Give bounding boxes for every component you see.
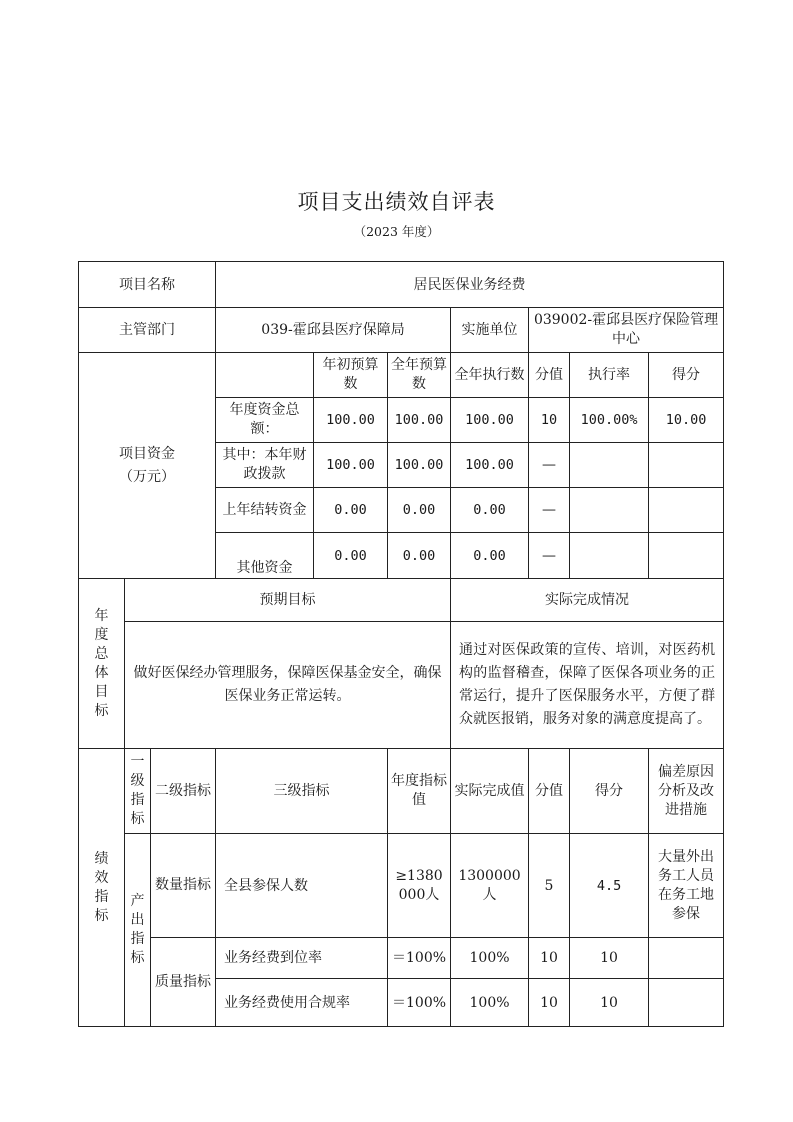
funds-row-label: 其中：本年财政拨款 [216,443,314,488]
funds-cell [649,533,724,579]
score-header: 得分 [570,749,649,834]
funds-section-text: 项目资金（万元） [119,445,175,485]
level1-header [125,749,151,834]
reason-header: 偏差原因分析及改进措施 [649,749,724,834]
expected-header: 预期目标 [125,579,451,622]
unit-value: 039002-霍邱县医疗保险管理中心 [529,308,724,353]
quality-actual: 100% [451,938,529,979]
funds-cell: 100.00 [388,398,451,443]
funds-header-score-value: 分值 [529,353,570,398]
level3-header: 三级指标 [216,749,388,834]
funds-cell [649,443,724,488]
quality-reason [649,979,724,1027]
quantity-reason: 大量外出务工人员在务工地参保 [649,834,724,938]
funds-cell [570,488,649,533]
funds-cell: 100.00 [314,443,388,488]
funds-cell: 0.00 [388,533,451,579]
quality-reason [649,938,724,979]
quality-level3: 业务经费使用合规率 [216,979,388,1027]
quality-score-value: 10 [529,979,570,1027]
target-header: 年度指标值 [388,749,451,834]
dept-value: 039-霍邱县医疗保障局 [216,308,451,353]
level2-header: 二级指标 [151,749,216,834]
funds-cell: 100.00 [388,443,451,488]
level1-value [125,834,151,1027]
funds-row-label: 年度资金总额： [216,398,314,443]
level1-value-text: 产出指标 [130,893,145,966]
performance-table [78,261,724,1027]
quantity-actual: 1300000人 [451,834,529,938]
funds-header-executed: 全年执行数 [451,353,529,398]
funds-section-label [79,353,216,579]
quantity-level3: 全县参保人数 [216,834,388,938]
funds-cell [570,533,649,579]
quantity-score-value: 5 [529,834,570,938]
funds-cell [570,443,649,488]
score-value-header: 分值 [529,749,570,834]
funds-cell: 0.00 [388,488,451,533]
funds-cell: 10 [529,398,570,443]
funds-header-rate: 执行率 [570,353,649,398]
funds-header-blank [216,353,314,398]
dept-label: 主管部门 [79,308,216,353]
funds-cell: — [529,443,570,488]
quality-target: ＝100% [388,938,451,979]
actual-header: 实际完成情况 [451,579,724,622]
project-name-label: 项目名称 [79,262,216,308]
funds-cell: 10.00 [649,398,724,443]
funds-cell: 100.00 [451,443,529,488]
unit-label: 实施单位 [451,308,529,353]
funds-cell: 0.00 [314,533,388,579]
page-subtitle: （2023 年度） [353,224,440,239]
funds-cell: — [529,488,570,533]
quality-level2: 质量指标 [151,938,216,1027]
quantity-target: ≥1380000人 [388,834,451,938]
funds-cell: 100.00 [314,398,388,443]
quality-level3: 业务经费到位率 [216,938,388,979]
page-title: 项目支出绩效自评表 [297,190,496,214]
funds-header-initial: 年初预算数 [314,353,388,398]
funds-cell: 0.00 [451,488,529,533]
actual-value-header: 实际完成值 [451,749,529,834]
funds-cell: 100.00 [451,398,529,443]
funds-header-annual: 全年预算数 [388,353,451,398]
indicators-section-text: 绩效指标 [94,850,109,924]
quality-target: ＝100% [388,979,451,1027]
actual-text: 通过对医保政策的宣传、培训，对医药机构的监督稽查，保障了医保各项业务的正常运行，提升了医保服务水平，方便了群众就医报销，服务对象的满意度提高了。 [451,622,724,749]
indicators-section-label [79,749,125,1027]
funds-cell: — [529,533,570,579]
quality-actual: 100% [451,979,529,1027]
quantity-score: 4.5 [570,834,649,938]
expected-text: 做好医保经办管理服务，保障医保基金安全，确保医保业务正常运转。 [125,622,451,749]
funds-row-label: 上年结转资金 [216,488,314,533]
quality-score-value: 10 [529,938,570,979]
funds-cell: 0.00 [451,533,529,579]
quality-score: 10 [570,979,649,1027]
quality-score: 10 [570,938,649,979]
funds-header-score: 得分 [649,353,724,398]
funds-cell: 0.00 [314,488,388,533]
funds-cell: 100.00% [570,398,649,443]
project-name-value: 居民医保业务经费 [216,262,724,308]
goals-section-label [79,579,125,749]
funds-row-label: 其他资金 [216,533,314,579]
quantity-level2: 数量指标 [151,834,216,938]
goals-section-text: 年度总体目标 [94,607,109,719]
funds-cell [649,488,724,533]
level1-header-text: 一级指标 [130,754,145,827]
